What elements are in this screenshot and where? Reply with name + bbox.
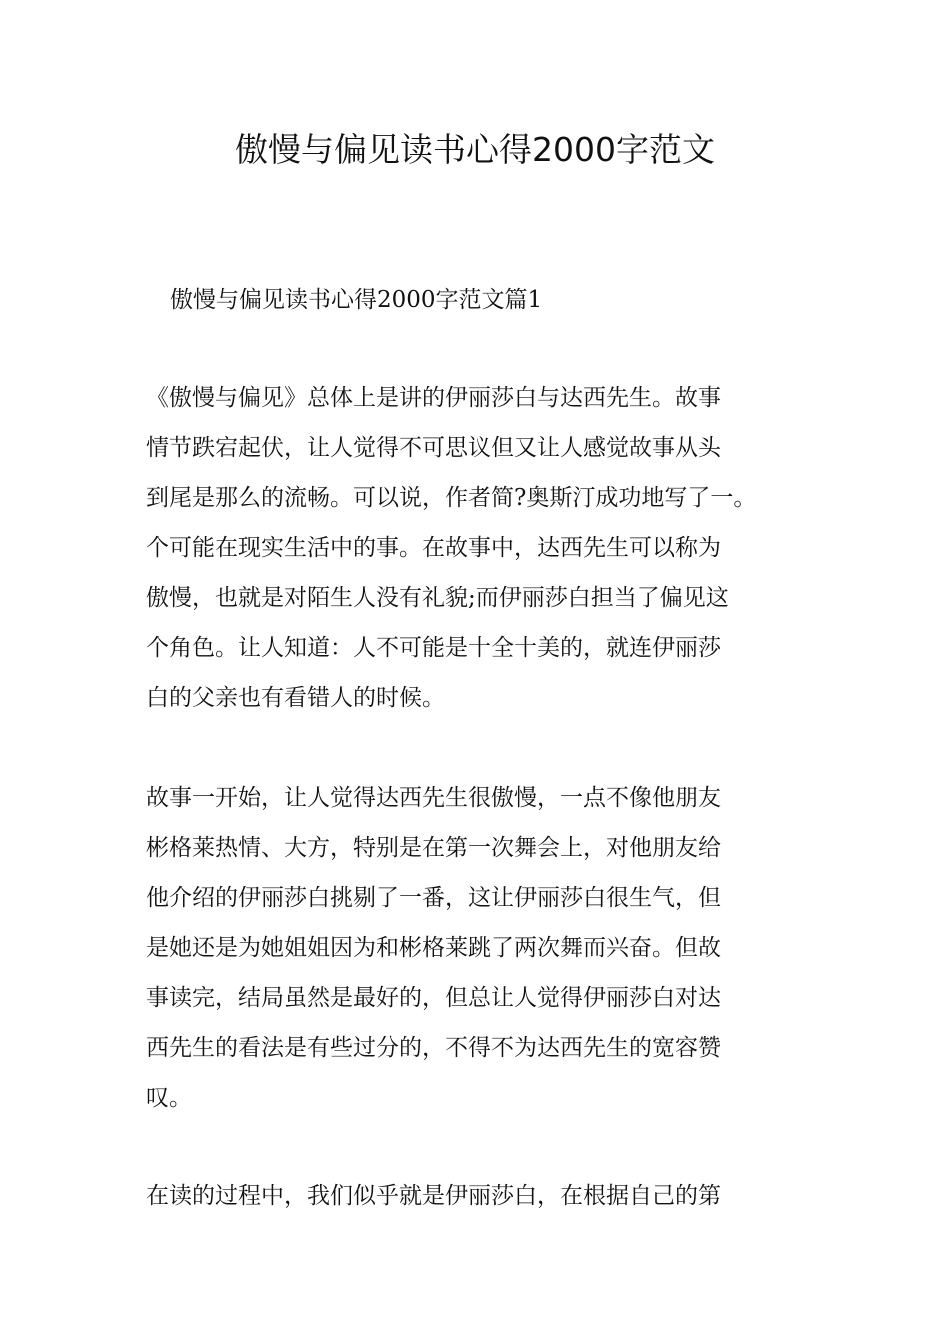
paragraph-line: 到尾是那么的流畅。可以说，作者简?奥斯汀成功地写了一。	[146, 485, 757, 511]
paragraph-line: 他介绍的伊丽莎白挑剔了一番，这让伊丽莎白很生气，但	[146, 885, 721, 911]
paragraph-line: 西先生的看法是有些过分的，不得不为达西先生的宽容赞	[146, 1035, 721, 1061]
section-heading: 傲慢与偏见读书心得2000字范文篇1	[170, 287, 543, 313]
paragraph-line: 彬格莱热情、大方，特别是在第一次舞会上，对他朋友给	[146, 835, 721, 861]
paragraph-line: 在读的过程中，我们似乎就是伊丽莎白，在根据自己的第	[146, 1183, 721, 1209]
paragraph-1	[146, 373, 756, 723]
paragraph-line: 是她还是为她姐姐因为和彬格莱跳了两次舞而兴奋。但故	[146, 935, 721, 961]
paragraph-line: 叹。	[146, 1085, 192, 1111]
paragraph-line: 《傲慢与偏见》总体上是讲的伊丽莎白与达西先生。故事	[146, 385, 721, 411]
paragraph-line: 事读完，结局虽然是最好的，但总让人觉得伊丽莎白对达	[146, 985, 721, 1011]
paragraph-line: 个可能在现实生活中的事。在故事中，达西先生可以称为	[146, 535, 721, 561]
paragraph-line: 情节跌宕起伏，让人觉得不可思议但又让人感觉故事从头	[146, 435, 721, 461]
paragraph-line: 个角色。让人知道：人不可能是十全十美的，就连伊丽莎	[146, 635, 721, 661]
paragraph-line: 傲慢，也就是对陌生人没有礼貌;而伊丽莎白担当了偏见这	[146, 585, 729, 611]
document-title: 傲慢与偏见读书心得2000字范文	[235, 130, 715, 169]
paragraph-line: 白的父亲也有看错人的时候。	[146, 685, 445, 711]
paragraph-2	[146, 773, 721, 1123]
paragraph-3	[146, 1171, 721, 1221]
paragraph-line: 故事一开始，让人觉得达西先生很傲慢，一点不像他朋友	[146, 785, 721, 811]
